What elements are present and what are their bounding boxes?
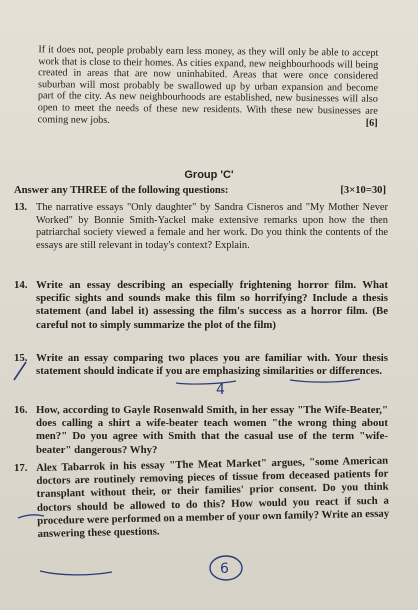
question-text: Alex Tabarrok in his essay "The Meat Market" argues, "some American doctors are routinely removing pieces of tissue from deceased patients for transplant without their, or their families' prior consent. Do you think doctors should be allowed to do this? How would you react if such a procedure were performed on a member of your own family? Write an essay answering these questions. — [36, 454, 390, 540]
passage-text: If it does not, people probably earn less money, as they will only be able to accept work that is close to their homes. As cities expand, new neighbourhoods will being created in areas that are now uninhabited. Areas that were once considered suburban will most probably be swallowed up by urban expansion and become part of the city. As new neighbourhoods are established, new businesses will also open to meet the needs of these new residents. With these new businesses are coming new jobs. — [37, 44, 379, 126]
question-number: 15. — [14, 352, 28, 364]
pen-tick-mark — [14, 362, 26, 380]
question-number: 13. — [14, 202, 27, 213]
pen-underline — [290, 379, 360, 382]
annotation-mark-17: 6 — [220, 561, 229, 577]
pen-underline — [40, 571, 112, 575]
pen-underline — [176, 381, 236, 384]
instruction-text: Answer any THREE of the following questions: — [14, 185, 229, 196]
question-text: How, according to Gayle Rosenwald Smith, in her essay "The Wife-Beater," does calling a shirt a wife-beater teach women "the wrong thing about men?" Do you agree with Smith that the casual use of the term "wife-beater" dangerous? Why? — [36, 404, 388, 456]
annotation-mark-15: 4 — [216, 382, 225, 398]
question-number: 14. — [14, 279, 28, 291]
question-number: 17. — [14, 462, 28, 474]
group-title: Group 'C' — [184, 169, 234, 181]
group-marks: [3×10=30] — [340, 185, 386, 196]
question-text: The narrative essays "Only daughter" by Sandra Cisneros and "My Mother Never Worked" by Bonnie Smith-Yackel make extensive remarks upon how the then patriarchal society viewed a female and her work. Do you think the contents of the essays are still relevant in today's context? Explain. — [36, 202, 388, 251]
question-text: Write an essay describing an especially frightening horror film. What specific sights and sounds make this film so horrifying? Include a thesis statement (and label it) assessing the film's success as a horror film. (Be careful not to simply summarize the plot of the film) — [36, 279, 388, 331]
passage-marks: [6] — [365, 117, 378, 129]
pen-dash — [18, 515, 44, 518]
question-number: 16. — [14, 404, 28, 416]
question-text: Write an essay comparing two places you are familiar with. Your thesis statement should indicate if you are emphasizing similarities or differences. — [36, 352, 388, 378]
